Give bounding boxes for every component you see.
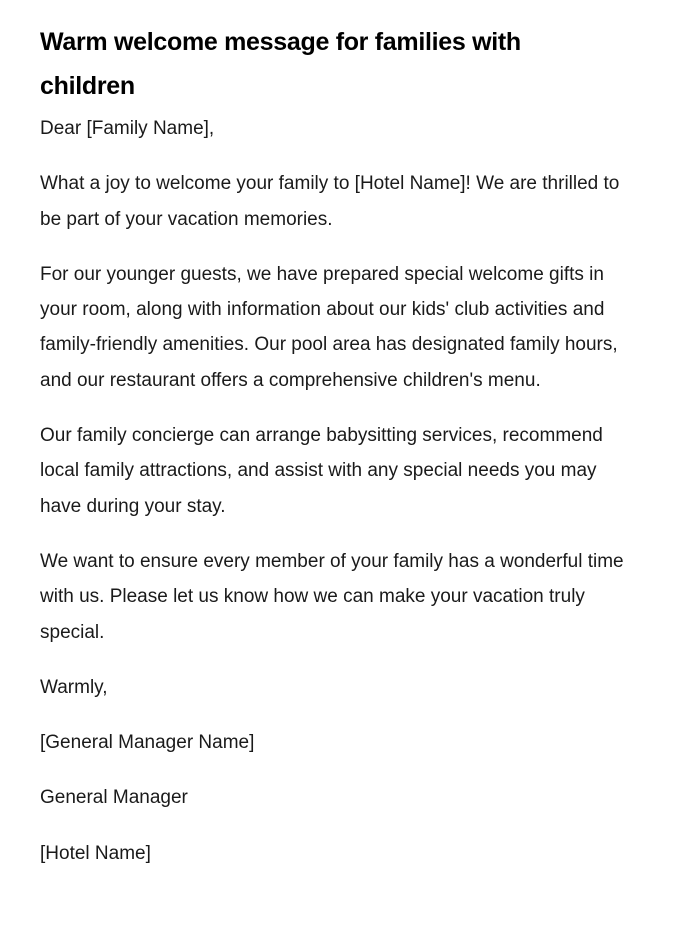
signature-position: General Manager <box>40 787 188 809</box>
signature-hotel: [Hotel Name] <box>40 842 151 864</box>
paragraph-welcome: What a joy to welcome your family to [Hotel Name]! We are thrilled to be part of your vacation memories. <box>40 173 620 230</box>
signature-name: [General Manager Name] <box>40 732 255 754</box>
paragraph-closing-remarks: We want to ensure every member of your family has a wonderful time with us. Please let us know how we can make your vacation truly special. <box>40 550 624 643</box>
document-title: Warm welcome message for families with children <box>40 28 521 100</box>
paragraph-concierge: Our family concierge can arrange babysitting services, recommend local family attractions, and assist with any special needs you may have during your stay. <box>40 425 603 517</box>
paragraph-kids-amenities: For our younger guests, we have prepared special welcome gifts in your room, along with information about our kids' club activities and family-friendly amenities. Our pool area has designated family hours, and our restaurant offers a comprehensive children's menu. <box>40 263 618 391</box>
closing: Warmly, <box>40 676 108 698</box>
salutation: Dear [Family Name], <box>40 118 215 139</box>
